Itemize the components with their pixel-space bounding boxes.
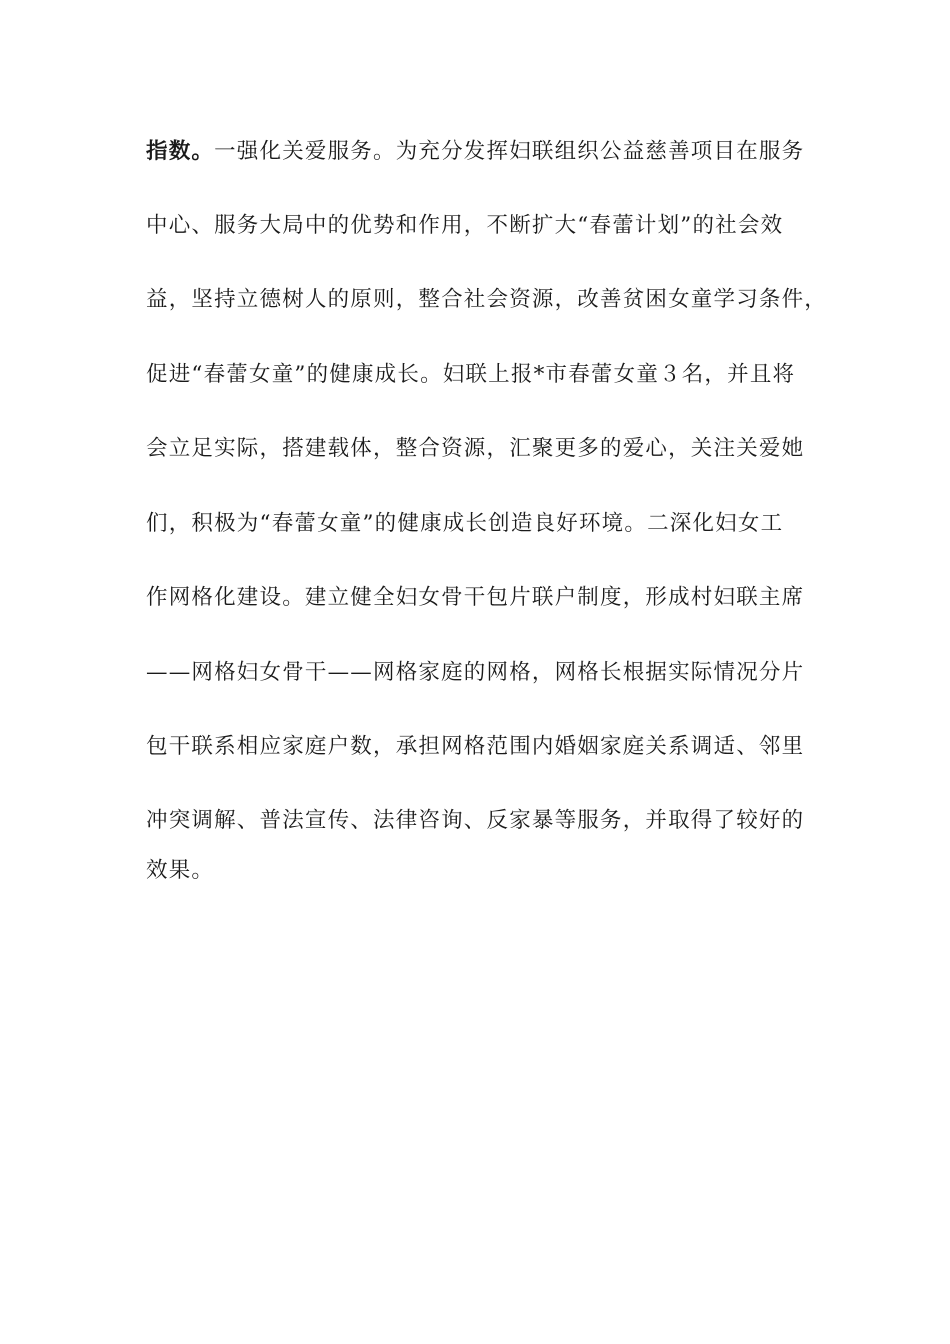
paragraph-line-11 [146,855,806,887]
line-text: 效果。 [146,858,215,883]
line-text: 一强化关爱服务。为充分发挥妇联组织公益慈善项目在服务 [214,139,805,164]
paragraph-line-2 [146,210,806,242]
paragraph-line-5 [146,433,806,465]
bold-lead-text: 指数。 [146,139,215,164]
paragraph-line-4 [146,359,806,391]
paragraph-line-8 [146,657,806,689]
paragraph-line-7 [146,582,806,614]
line-text: 中心、服务大局中的优势和作用，不断扩大“春蕾计划”的社会效 [146,213,784,238]
line-text: 会立足实际，搭建载体，整合资源，汇聚更多的爱心，关注关爱她 [146,436,805,461]
paragraph-line-10 [146,805,806,837]
line-text: 们，积极为“春蕾女童”的健康成长创造良好环境。二深化妇女工 [146,511,784,536]
paragraph-line-1 [146,136,806,168]
line-text: 包干联系相应家庭户数，承担网格范围内婚姻家庭关系调适、邻里 [146,734,805,759]
line-text: ——网格妇女骨干——网格家庭的网格，网格长根据实际情况分片 [146,660,805,685]
paragraph-line-9 [146,731,806,763]
line-text: 益，坚持立德树人的原则，整合社会资源，改善贫困女童学习条件， [146,287,828,312]
line-text: 冲突调解、普法宣传、法律咨询、反家暴等服务，并取得了较好的 [146,808,805,833]
paragraph-line-6 [146,508,806,540]
line-text: 作网格化建设。建立健全妇女骨干包片联户制度，形成村妇联主席 [146,585,805,610]
paragraph-line-3 [146,284,828,316]
line-text: 促进“春蕾女童”的健康成长。妇联上报*市春蕾女童３名，并且将 [146,362,796,387]
